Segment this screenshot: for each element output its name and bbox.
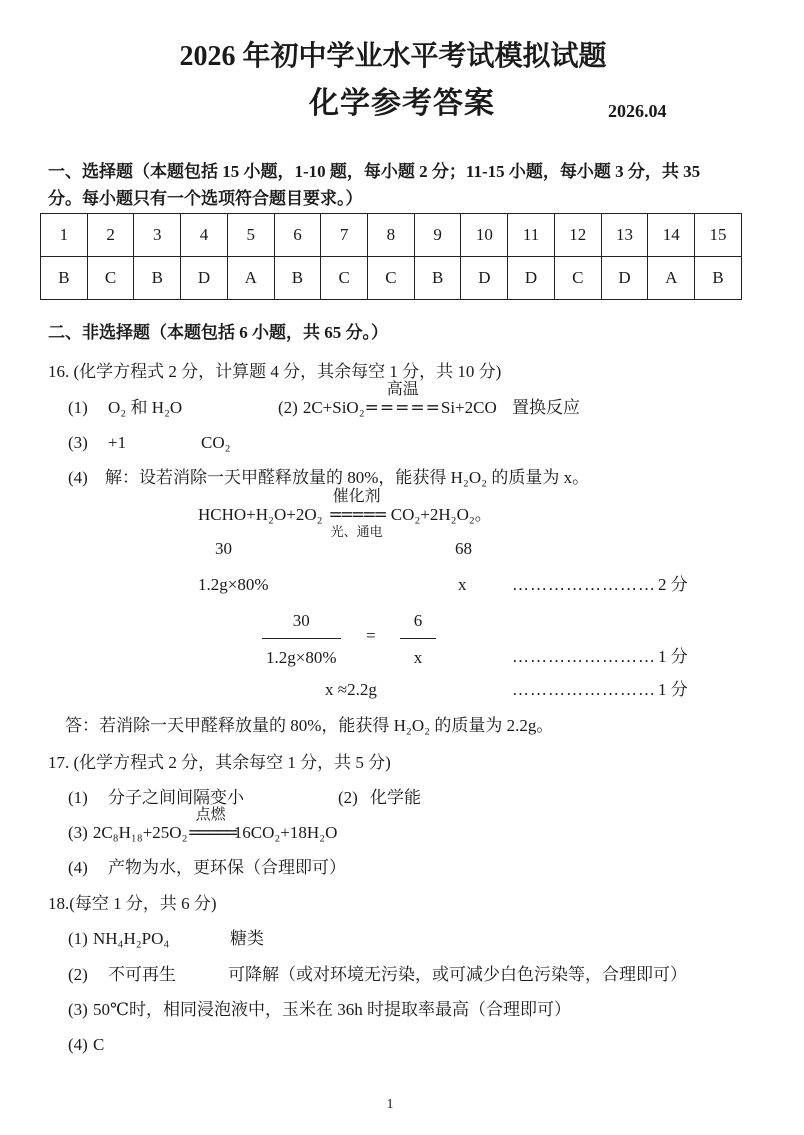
q18-part4-label: (4) <box>68 1035 88 1054</box>
equation-reactants: 2C₈H₁₈+25O₂ <box>92 823 188 842</box>
score-mark: 1 分 <box>658 647 688 666</box>
answer-cell: D <box>601 257 648 300</box>
q18-part2-answer-1: 不可再生 <box>108 965 176 984</box>
section2-heading-row <box>0 323 804 343</box>
q16-part1-answer: O₂ 和 H₂O <box>108 398 183 417</box>
q18-part1-row <box>0 929 804 949</box>
q18-part4-row <box>0 1035 804 1055</box>
q16-part4-setup: 解：设若消除一天甲醛释放量的 80%，能获得 H₂O₂ 的质量为 x。 <box>105 468 590 487</box>
fraction-denominator: x <box>413 648 423 667</box>
hcho-relative-mass: 30 <box>215 539 232 558</box>
equation-reactants: HCHO+H₂O+2O₂ <box>198 505 323 524</box>
reaction-equals-sign: ===== <box>187 823 234 843</box>
q18-part2-row <box>0 965 804 985</box>
answer-cell: D <box>461 257 508 300</box>
q16-quantity-row <box>0 575 804 595</box>
answer-cell: B <box>274 257 321 300</box>
q16-conclusion-row <box>0 716 804 736</box>
q16-part1-part2-row <box>0 381 804 418</box>
hcho-actual-mass: 1.2g×80% <box>198 575 269 594</box>
equation-reactants: 2C+SiO₂ <box>302 398 365 417</box>
q17-part1-label: (1) <box>68 788 88 807</box>
q16-relative-mass-row <box>0 539 804 559</box>
fraction-denominator: 1.2g×80% <box>266 648 337 667</box>
question-number-cell: 7 <box>321 214 368 257</box>
q17-part4-answer: 产物为水，更环保（合理即可） <box>108 858 346 877</box>
question-number-cell: 10 <box>461 214 508 257</box>
q16-part3-answer-1: +1 <box>108 433 127 452</box>
exam-title: 2026 年初中学业水平考试模拟试题 <box>179 41 607 72</box>
question-number-cell: 15 <box>695 214 742 257</box>
q18-part4-answer: C <box>93 1035 105 1054</box>
answer-cell: A <box>648 257 695 300</box>
section1-heading-row-2 <box>0 189 804 209</box>
question-number-cell: 9 <box>414 214 461 257</box>
question-number-cell: 1 <box>41 214 88 257</box>
answer-cell: A <box>227 257 274 300</box>
q18-heading: 18.(每空 1 分，共 6 分) <box>48 894 217 913</box>
answer-key-title: 化学参考答案 <box>309 87 495 120</box>
q18-part2-label: (2) <box>68 965 88 984</box>
answer-cell: C <box>368 257 415 300</box>
score-mark: 1 分 <box>658 680 688 699</box>
section1-heading-line2: 分。每小题只有一个选项符合题目要求。） <box>48 189 363 208</box>
dotted-leader: …………………… <box>512 647 656 666</box>
q18-part1-label: (1) <box>68 929 88 948</box>
answer-cell: B <box>134 257 181 300</box>
fraction-numerator: 6 <box>400 610 436 639</box>
section1-heading-row-1 <box>0 162 804 182</box>
q18-part3-row <box>0 1000 804 1020</box>
reaction-sign-group <box>187 807 234 843</box>
q16-part3-label: (3) <box>68 433 88 452</box>
q16-part4-chemical-equation <box>198 488 492 539</box>
answer-cell: D <box>508 257 555 300</box>
reaction-equals-sign: ===== <box>328 505 385 525</box>
q18-part3-label: (3) <box>68 1000 88 1019</box>
calculation-result: x ≈2.2g <box>325 680 377 699</box>
question-number-cell: 13 <box>601 214 648 257</box>
q16-conclusion: 答：若消除一天甲醛释放量的 80%，能获得 H₂O₂ 的质量为 2.2g。 <box>65 716 554 735</box>
q16-heading: 16. (化学方程式 2 分，计算题 4 分，其余每空 1 分，共 10 分) <box>48 362 502 381</box>
question-number-cell: 12 <box>554 214 601 257</box>
reaction-condition-ignition: 点燃 <box>195 807 226 823</box>
q18-part1-answer-2: 糖类 <box>230 929 264 948</box>
q17-heading: 17. (化学方程式 2 分，其余每空 1 分，共 5 分) <box>48 753 391 772</box>
q16-part2-reaction-type: 置换反应 <box>512 398 580 417</box>
answer-cell: C <box>321 257 368 300</box>
section1-heading-line1: 一、选择题（本题包括 15 小题，1-10 题，每小题 2 分；11-15 小题，每小题 3 分，共 35 <box>48 162 701 181</box>
question-number-cell: 3 <box>134 214 181 257</box>
dotted-leader: …………………… <box>512 575 656 594</box>
answer-cell: D <box>181 257 228 300</box>
question-number-cell: 11 <box>508 214 555 257</box>
equation-products: 16CO₂+18H₂O <box>233 823 338 842</box>
answer-row <box>41 257 742 300</box>
reaction-condition-high-temperature: 高温 <box>386 381 419 398</box>
equation-products: Si+2CO <box>440 398 497 417</box>
q16-proportion-score-row <box>0 647 804 667</box>
q17-part2-answer: 化学能 <box>370 788 421 807</box>
q18-part3-answer: 50℃时，相同浸泡液中，玉米在 36h 时提取率最高（合理即可） <box>93 1000 572 1019</box>
dotted-leader: …………………… <box>512 680 656 699</box>
q16-part4-label: (4) <box>68 468 88 487</box>
section2-heading: 二、非选择题（本题包括 6 小题，共 65 分。） <box>48 323 388 342</box>
h2o2-relative-mass: 68 <box>455 539 472 558</box>
question-number-row <box>41 214 742 257</box>
question-number-cell: 2 <box>87 214 134 257</box>
answer-cell: C <box>87 257 134 300</box>
q16-part3-answer-2: CO₂ <box>201 433 231 452</box>
reaction-equals-sign: ===== <box>364 398 441 418</box>
q17-part3-row <box>0 807 804 843</box>
equation-products: CO₂+2H₂O₂。 <box>390 505 492 524</box>
q18-heading-row <box>0 894 804 914</box>
question-number-cell: 8 <box>368 214 415 257</box>
q17-part3-label: (3) <box>68 823 88 842</box>
multiple-choice-answer-table <box>40 213 742 300</box>
exam-date: 2026.04 <box>608 101 667 121</box>
question-number-cell: 4 <box>181 214 228 257</box>
q17-heading-row <box>0 753 804 773</box>
reaction-sign-group <box>364 381 441 418</box>
q17-part3-equation-line <box>68 807 338 843</box>
proportion-equals-sign: = <box>366 626 376 645</box>
q16-part4-equation-row <box>0 488 804 539</box>
reaction-sign-group <box>328 488 385 539</box>
q16-result-row <box>0 680 804 700</box>
q17-part1-answer: 分子之间间隔变小 <box>108 788 244 807</box>
score-mark: 2 分 <box>658 575 688 594</box>
q18-part2-answer-2: 可降解（或对环境无污染，或可减少白色污染等，合理即可） <box>228 965 687 984</box>
q17-part2-label: (2) <box>338 788 358 807</box>
q17-part4-label: (4) <box>68 858 88 877</box>
q18-part1-answer-1: NH₄H₂PO₄ <box>93 929 170 948</box>
page-number: 1 <box>386 1097 394 1112</box>
q16-part3-row <box>0 433 804 453</box>
q16-part2-equation-line <box>278 381 497 418</box>
question-number-cell: 14 <box>648 214 695 257</box>
reaction-condition-light-electricity: 光、通电 <box>330 524 383 539</box>
q17-part1-part2-row <box>0 788 804 808</box>
fraction-numerator: 30 <box>262 610 341 639</box>
q17-part4-row <box>0 858 804 878</box>
answer-cell: B <box>695 257 742 300</box>
h2o2-unknown-mass: x <box>458 575 467 594</box>
answer-cell: C <box>554 257 601 300</box>
q16-part2-label: (2) <box>278 398 298 417</box>
q16-heading-row <box>0 362 804 382</box>
answer-cell: B <box>41 257 88 300</box>
question-number-cell: 6 <box>274 214 321 257</box>
q16-part4-setup-row <box>0 468 804 488</box>
q16-part1-label: (1) <box>68 398 88 417</box>
question-number-cell: 5 <box>227 214 274 257</box>
answer-cell: B <box>414 257 461 300</box>
reaction-condition-catalyst: 催化剂 <box>332 488 381 505</box>
